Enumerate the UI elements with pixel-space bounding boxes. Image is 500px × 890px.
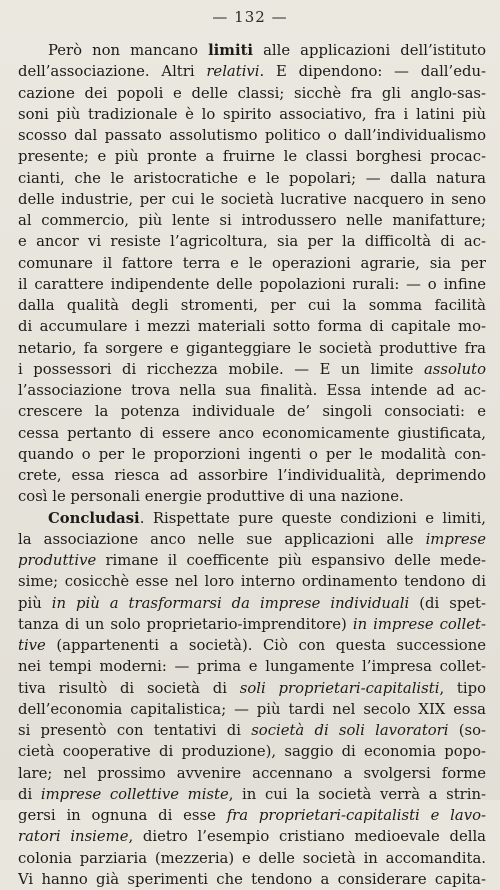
bold-term: limiti bbox=[208, 42, 254, 59]
text-line bbox=[18, 104, 486, 125]
text-run: scosso dal passato assolutismo politico o dall’individualismo bbox=[18, 127, 486, 144]
italic-term: in imprese collet- bbox=[352, 615, 486, 633]
italic-term: società di soli lavoratori bbox=[251, 722, 449, 739]
text-run: cianti, che le aristocratiche e le popolari; — dalla natura bbox=[18, 169, 486, 187]
text-run: colonia parziaria (mezzeria) e delle società in accomandita. bbox=[18, 849, 486, 867]
text-line bbox=[18, 338, 486, 359]
text-line bbox=[18, 231, 486, 252]
text-run: delle industrie, per cui le società lucrative nacquero in seno bbox=[18, 190, 486, 208]
text-line bbox=[18, 508, 486, 529]
text-run: dalla qualità degli stromenti, per cui la somma facilità bbox=[18, 297, 486, 314]
text-run: l’associazione trova nella sua finalità. Essa intende ad ac- bbox=[18, 382, 486, 399]
text-line bbox=[18, 401, 486, 422]
text-run: presente; e più pronte a fruirne le classi borghesi procac- bbox=[18, 148, 486, 166]
text-line bbox=[18, 210, 486, 231]
italic-term: tive bbox=[18, 637, 46, 654]
text-run: sime; cosicchè esse nel loro interno ordinamento tendono di bbox=[18, 573, 486, 591]
text-line bbox=[18, 253, 486, 274]
text-run: i possessori di ricchezza mobile. — E un limite bbox=[18, 360, 424, 378]
text-line bbox=[18, 550, 486, 571]
body-text bbox=[18, 40, 486, 890]
text-run: così le personali energie produttive di una nazione. bbox=[18, 488, 404, 506]
text-line bbox=[18, 805, 486, 826]
text-line bbox=[18, 529, 486, 550]
text-line bbox=[18, 741, 486, 762]
text-line bbox=[18, 423, 486, 444]
text-run: (so- bbox=[448, 722, 486, 739]
page-number-header: — 132 — bbox=[212, 8, 288, 26]
italic-term: fra proprietari-capitalisti e lavo- bbox=[226, 807, 486, 824]
text-run: Vi hanno già sperimenti che tendono a considerare capita- bbox=[18, 870, 486, 888]
bold-term: Concludasi bbox=[48, 509, 140, 527]
text-run: , dietro l’esempio cristiano medioevale della bbox=[128, 828, 486, 846]
text-run: (di spet- bbox=[409, 594, 486, 612]
text-run: si presentò con tentativi di bbox=[18, 722, 252, 739]
text-line bbox=[18, 826, 486, 847]
text-run: tiva risultò di società di bbox=[18, 679, 240, 697]
text-run: . Rispettate pure queste condizioni e limiti, bbox=[139, 509, 486, 527]
text-line bbox=[18, 848, 486, 869]
text-line bbox=[18, 465, 486, 486]
italic-term: produttive bbox=[18, 552, 97, 569]
text-run: crete, essa riesca ad assorbire l’individualità, deprimendo bbox=[18, 467, 486, 484]
text-run: la associazione anco nelle sue applicazioni alle bbox=[18, 530, 426, 548]
text-line bbox=[18, 61, 486, 82]
text-run: cietà cooperative di produzione), saggio di economia popo- bbox=[18, 743, 486, 761]
italic-term: imprese bbox=[425, 530, 486, 548]
italic-term: assoluto bbox=[423, 360, 486, 378]
text-line bbox=[18, 146, 486, 167]
text-run: più bbox=[18, 594, 52, 612]
text-line bbox=[18, 656, 486, 677]
text-line bbox=[18, 763, 486, 784]
text-line bbox=[18, 593, 486, 614]
text-line bbox=[18, 678, 486, 699]
text-run: al commercio, più lente si introdussero nelle manifatture; bbox=[18, 212, 486, 229]
text-line bbox=[18, 720, 486, 741]
text-line bbox=[18, 189, 486, 210]
text-line bbox=[18, 635, 486, 656]
text-line bbox=[18, 699, 486, 720]
text-run: dell’associazione. Altri bbox=[18, 63, 207, 81]
text-run: il carattere indipendente delle popolazioni rurali: — o infine bbox=[18, 275, 486, 293]
text-line bbox=[18, 295, 486, 316]
text-line bbox=[18, 614, 486, 635]
text-run: di bbox=[18, 785, 41, 803]
text-run: quando o per le proporzioni ingenti o per le modalità con- bbox=[18, 445, 486, 463]
text-run: (appartenenti a società). Ciò con questa successione bbox=[45, 637, 486, 654]
text-line bbox=[18, 444, 486, 465]
text-run: cessa pertanto di essere anco economicamente giustificata, bbox=[18, 424, 486, 442]
text-line bbox=[18, 359, 486, 380]
text-line bbox=[18, 168, 486, 189]
text-run: , tipo bbox=[439, 679, 486, 697]
italic-term: ratori insieme bbox=[18, 828, 129, 846]
text-run: dell’economia capitalistica; — più tardi nel secolo XIX essa bbox=[18, 700, 486, 718]
text-line bbox=[18, 486, 486, 507]
text-line bbox=[18, 83, 486, 104]
text-run: soni più tradizionale è lo spirito associativo, fra i latini più bbox=[18, 105, 486, 123]
text-line bbox=[18, 316, 486, 337]
text-run: gersi in ognuna di esse bbox=[18, 807, 227, 824]
text-run: tanza di un solo proprietario-imprenditore) bbox=[18, 615, 353, 633]
text-run: crescere la potenza individuale de’ singoli consociati: e bbox=[18, 403, 486, 421]
text-line bbox=[18, 571, 486, 592]
text-run: Però non mancano bbox=[48, 42, 209, 59]
text-line bbox=[18, 784, 486, 805]
text-line bbox=[18, 869, 486, 890]
text-line bbox=[18, 274, 486, 295]
text-line bbox=[18, 380, 486, 401]
text-run: cazione dei popoli e delle classi; sicchè fra gli anglo-sas- bbox=[18, 84, 486, 102]
text-run: di accumulare i mezzi materiali sotto forma di capitale mo- bbox=[18, 318, 486, 336]
text-line bbox=[18, 40, 486, 61]
text-line bbox=[18, 125, 486, 146]
italic-term: soli proprietari-capitalisti bbox=[239, 679, 440, 697]
text-run: , in cui la società verrà a strin- bbox=[228, 785, 486, 803]
italic-term: imprese collettive miste bbox=[40, 785, 229, 803]
italic-term: in più a trasformarsi da imprese individuali bbox=[51, 594, 410, 612]
italic-term: relativi bbox=[206, 63, 260, 81]
text-run: comunare il fattore terra e le operazioni agrarie, sia per bbox=[18, 254, 486, 272]
text-run: netario, fa sorgere e giganteggiare le società produttive fra bbox=[18, 339, 486, 357]
text-run: alle applicazioni dell’istituto bbox=[253, 42, 486, 59]
text-run: lare; nel prossimo avvenire accennano a svolgersi forme bbox=[18, 764, 486, 782]
text-run: nei tempi moderni: — prima e lungamente l’impresa collet- bbox=[18, 658, 486, 676]
text-run: . E dipendono: — dall’edu- bbox=[259, 63, 486, 81]
text-run: e ancor vi resiste l’agricoltura, sia per la difficoltà di ac- bbox=[18, 233, 486, 251]
text-run: rimane il coefficente più espansivo delle mede- bbox=[96, 552, 486, 569]
